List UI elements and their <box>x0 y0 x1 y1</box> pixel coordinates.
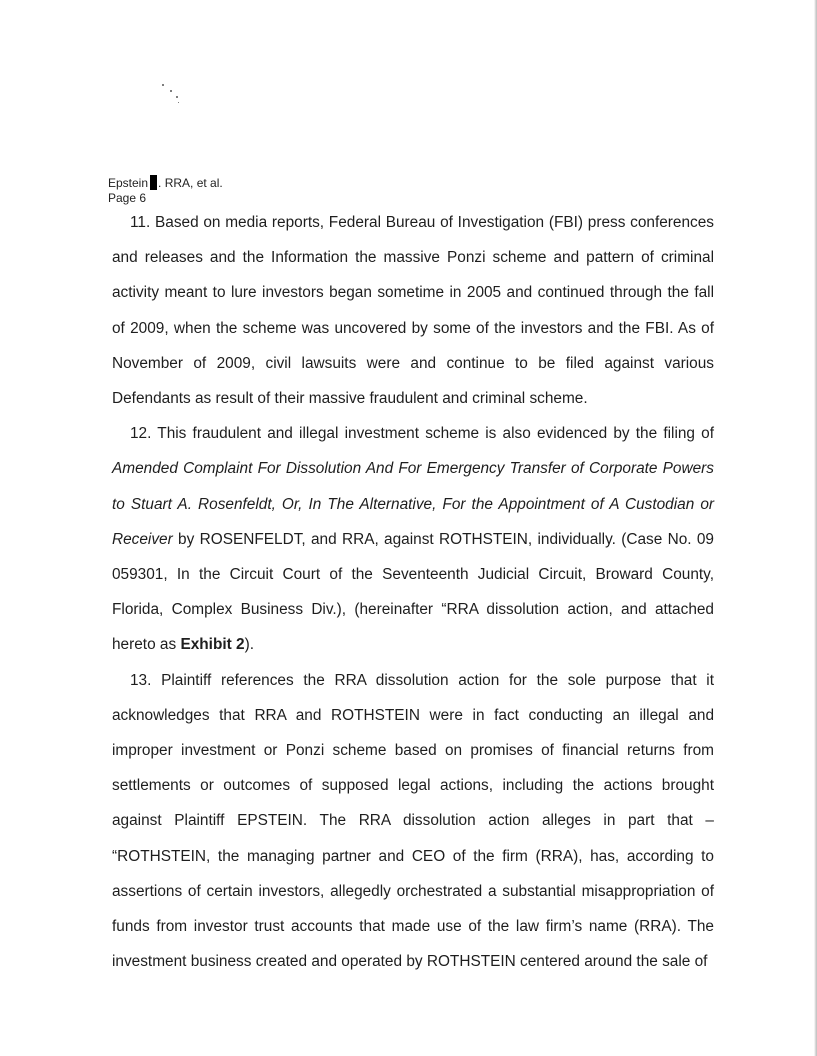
page-number: Page 6 <box>108 191 147 205</box>
paragraph-13-text: 13. Plaintiff references the RRA dissolution action for the sole purpose that it acknowledges that RRA and ROTHSTEIN were in fact conducting an illegal and improper investment or Ponzi scheme based on promises of financial returns from settlements or outcomes of supposed legal actions, including the actions brought against Plaintiff EPSTEIN. The RRA dissolution action alleges in part that – “ROTHSTEIN, the managing partner and CEO of the firm (RRA), has, according to assertions of certain investors, allegedly orchestrated a substantial misappropriation of funds from investor trust accounts that made use of the law firm’s name (RRA). The investment business created and operated by ROTHSTEIN centered around the sale of <box>112 671 714 971</box>
exhibit-reference: Exhibit 2 <box>180 636 245 654</box>
caption-plaintiff: Epstein <box>108 176 149 190</box>
paragraph-11-text: 11. Based on media reports, Federal Bureau of Investigation (FBI) press conferences and releases and the Information the massive Ponzi scheme and pattern of criminal activity meant to lure investors began sometime in 2005 and continued through the fall of 2009, when the scheme was uncovered by some of the investors and the FBI. As of November of 2009, civil lawsuits were and continue to be filed against various Defendants as result of their massive fraudulent and criminal scheme. <box>112 214 714 408</box>
scan-speck <box>170 90 172 92</box>
complaint-title: Amended Complaint For Dissolution And For Emergency Transfer of Corporate Powers to Stuart A. Rosenfeldt, Or, In The Alternative, For the Appointment of A Custodian or Receiver <box>112 460 714 548</box>
case-caption <box>108 175 223 191</box>
redaction-block <box>150 175 157 190</box>
scan-speck <box>162 84 164 86</box>
scan-speck <box>176 96 178 98</box>
document-body <box>112 205 714 979</box>
paragraph-12-end: ). <box>244 636 254 654</box>
paragraph-13 <box>112 663 714 980</box>
paragraph-12-middle: by ROSENFELDT, and RRA, against ROTHSTEIN, individually. (Case No. 09 059301, In the Circuit Court of the Seventeenth Judicial Circuit, Broward County, Florida, Complex Business Div.), (hereinafter “RRA dissolution action, and attached hereto as <box>112 530 714 654</box>
scan-speck <box>178 102 179 103</box>
document-header <box>108 175 223 206</box>
caption-defendants: . RRA, et al. <box>158 176 223 190</box>
paragraph-12-lead: 12. This fraudulent and illegal investment scheme is also evidenced by the filing of <box>130 425 714 443</box>
paragraph-12 <box>112 416 714 662</box>
paragraph-11 <box>112 205 714 416</box>
